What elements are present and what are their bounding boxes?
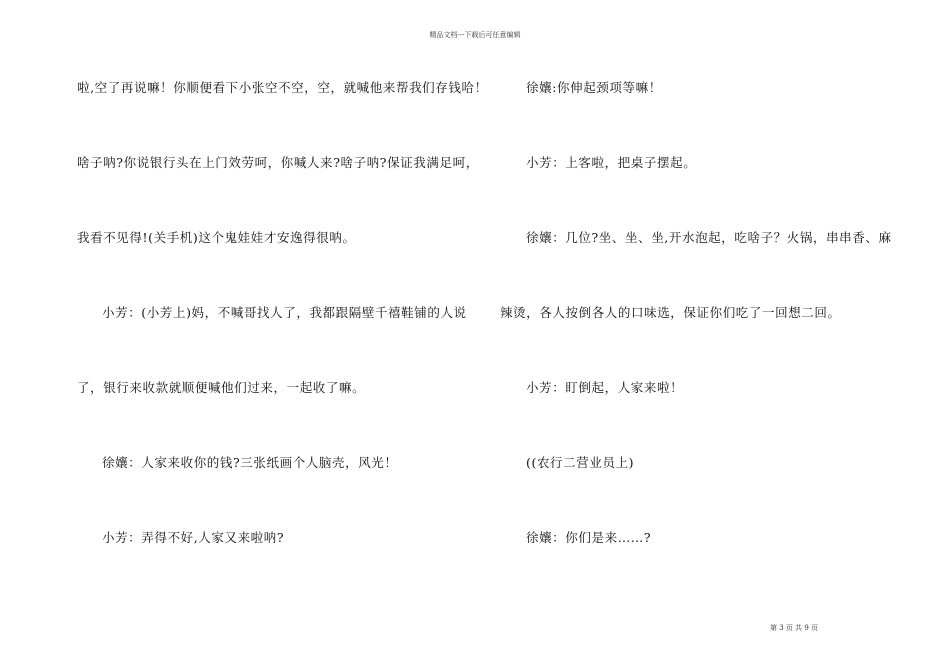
text-line: 小芳：盯倒起，人家来啦！	[526, 380, 684, 395]
text-line: 小芳：上客啦，把桌子摆起。	[526, 155, 697, 170]
text-line: 了，银行来收款就顺便喊他们过来，一起收了嘛。	[77, 380, 366, 395]
text-line: 我看不见得!(关手机)这个鬼娃娃才安逸得很呐。	[77, 230, 356, 245]
page-header: 精品文档---下载后可任意编辑	[429, 31, 521, 39]
text-line: 啦,空了再说嘛！你顺便看下小张空不空，空，就喊他来帮我们存钱哈！	[77, 80, 488, 95]
text-line: 徐孃：人家来收你的钱?三张纸画个人脑壳，风光！	[102, 455, 398, 470]
text-line: 徐孃：你们是来……?	[526, 530, 652, 545]
text-line: 啥子呐?你说银行头在上门效劳呵，你喊人来?啥子呐?保证我满足呵，	[77, 155, 479, 170]
text-line: 小芳：弄得不好,人家又来啦呐?	[102, 530, 285, 545]
page-footer: 第 3 页 共 9 页	[770, 624, 819, 632]
text-line: 辣烫，各人按倒各人的口味选，保证你们吃了一回想二回。	[500, 305, 841, 320]
text-line: ((农行二营业员上)	[526, 455, 635, 470]
text-line: 小芳：(小芳上)妈，不喊哥找人了，我都跟隔壁千禧鞋铺的人说	[102, 305, 467, 320]
text-line: 徐孃:你伸起颈项等嘛！	[526, 80, 662, 95]
text-line: 徐孃：几位?坐、坐、坐,开水泡起，吃啥子？火锅，串串香、麻	[526, 230, 892, 245]
